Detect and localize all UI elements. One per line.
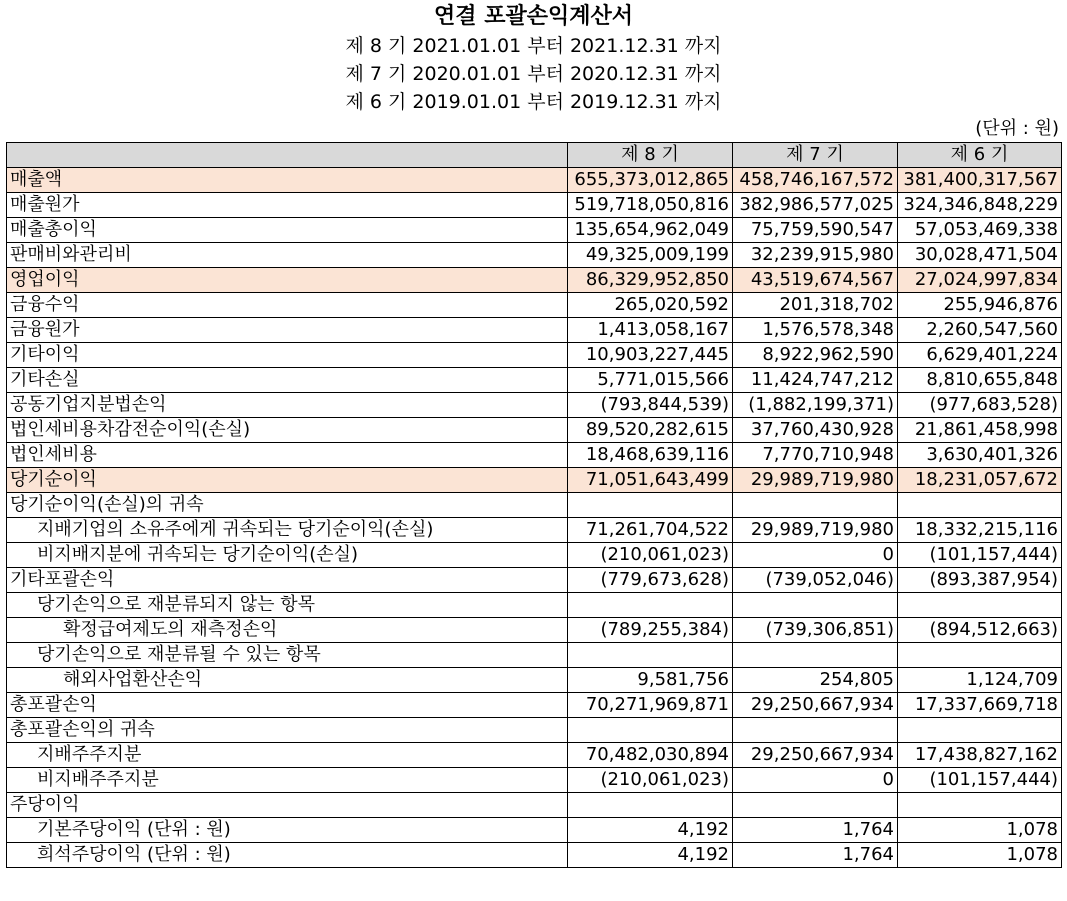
row-value-col1: 1,764 — [733, 843, 898, 868]
row-value-col1: 7,770,710,948 — [733, 443, 898, 468]
table-row — [7, 793, 1062, 818]
row-value-col0: (210,061,023) — [568, 543, 733, 568]
table-row — [7, 268, 1062, 293]
row-value-col2 — [898, 493, 1062, 518]
row-value-col0 — [568, 493, 733, 518]
period-line-7: 제 7 기 2020.01.01 부터 2020.12.31 까지 — [345, 63, 722, 85]
header-period-7: 제 7 기 — [733, 143, 898, 168]
table-row — [7, 768, 1062, 793]
row-label: 법인세비용차감전순이익(손실) — [7, 418, 568, 443]
row-value-col1 — [733, 493, 898, 518]
row-value-col2: 381,400,317,567 — [898, 168, 1062, 193]
row-value-col1 — [733, 793, 898, 818]
table-row — [7, 293, 1062, 318]
row-value-col2 — [898, 793, 1062, 818]
row-value-col0: 655,373,012,865 — [568, 168, 733, 193]
row-value-col2: 57,053,469,338 — [898, 218, 1062, 243]
table-row — [7, 618, 1062, 643]
row-value-col1: 32,239,915,980 — [733, 243, 898, 268]
table-row — [7, 568, 1062, 593]
table-row — [7, 418, 1062, 443]
table-row — [7, 693, 1062, 718]
table-row — [7, 718, 1062, 743]
row-label: 판매비와관리비 — [7, 243, 568, 268]
row-value-col2: 18,231,057,672 — [898, 468, 1062, 493]
row-value-col0: 135,654,962,049 — [568, 218, 733, 243]
table-row — [7, 593, 1062, 618]
row-value-col0 — [568, 793, 733, 818]
row-label: 영업이익 — [7, 268, 568, 293]
row-value-col0: 89,520,282,615 — [568, 418, 733, 443]
row-value-col2: 1,124,709 — [898, 668, 1062, 693]
row-value-col1: 0 — [733, 768, 898, 793]
row-value-col2: 18,332,215,116 — [898, 518, 1062, 543]
row-value-col1: (739,052,046) — [733, 568, 898, 593]
row-label: 기타이익 — [7, 343, 568, 368]
row-value-col0: 49,325,009,199 — [568, 243, 733, 268]
table-row — [7, 668, 1062, 693]
row-value-col2: (893,387,954) — [898, 568, 1062, 593]
table-row — [7, 493, 1062, 518]
row-value-col2: (977,683,528) — [898, 393, 1062, 418]
row-value-col0: 71,051,643,499 — [568, 468, 733, 493]
row-value-col1: (1,882,199,371) — [733, 393, 898, 418]
row-value-col0: 9,581,756 — [568, 668, 733, 693]
row-value-col0: 70,482,030,894 — [568, 743, 733, 768]
row-label: 총포괄손익의 귀속 — [7, 718, 568, 743]
table-row — [7, 218, 1062, 243]
row-label: 해외사업환산손익 — [7, 668, 568, 693]
row-label: 기본주당이익 (단위 : 원) — [7, 818, 568, 843]
row-value-col0: 70,271,969,871 — [568, 693, 733, 718]
row-label: 총포괄손익 — [7, 693, 568, 718]
row-value-col0: 265,020,592 — [568, 293, 733, 318]
row-value-col2: 17,337,669,718 — [898, 693, 1062, 718]
row-value-col1: 8,922,962,590 — [733, 343, 898, 368]
row-label: 당기순이익 — [7, 468, 568, 493]
row-label: 법인세비용 — [7, 443, 568, 468]
statement-title: 연결 포괄손익계산서 — [434, 4, 633, 29]
row-value-col2 — [898, 718, 1062, 743]
row-value-col2: 3,630,401,326 — [898, 443, 1062, 468]
row-value-col1: 201,318,702 — [733, 293, 898, 318]
row-value-col0: (789,255,384) — [568, 618, 733, 643]
row-value-col2 — [898, 643, 1062, 668]
row-value-col0: (210,061,023) — [568, 768, 733, 793]
table-row — [7, 518, 1062, 543]
row-value-col1: 382,986,577,025 — [733, 193, 898, 218]
row-value-col2: (894,512,663) — [898, 618, 1062, 643]
row-value-col2 — [898, 593, 1062, 618]
income-statement-table — [6, 142, 1062, 868]
row-value-col0: 71,261,704,522 — [568, 518, 733, 543]
row-value-col0 — [568, 643, 733, 668]
row-value-col2: (101,157,444) — [898, 543, 1062, 568]
table-row — [7, 243, 1062, 268]
row-label: 매출총이익 — [7, 218, 568, 243]
table-row — [7, 318, 1062, 343]
row-value-col2: 1,078 — [898, 818, 1062, 843]
row-label: 매출원가 — [7, 193, 568, 218]
table-row — [7, 343, 1062, 368]
row-value-col0 — [568, 718, 733, 743]
row-value-col2: 17,438,827,162 — [898, 743, 1062, 768]
row-value-col0: (793,844,539) — [568, 393, 733, 418]
row-value-col0: (779,673,628) — [568, 568, 733, 593]
statement-rows — [7, 168, 1062, 868]
table-row — [7, 443, 1062, 468]
row-value-col1: 29,250,667,934 — [733, 743, 898, 768]
row-label: 당기손익으로 재분류되지 않는 항목 — [7, 593, 568, 618]
period-line-6: 제 6 기 2019.01.01 부터 2019.12.31 까지 — [345, 91, 722, 113]
row-value-col1: 254,805 — [733, 668, 898, 693]
table-row — [7, 818, 1062, 843]
row-value-col2: (101,157,444) — [898, 768, 1062, 793]
row-value-col1: 75,759,590,547 — [733, 218, 898, 243]
table-row — [7, 393, 1062, 418]
row-value-col1: 1,576,578,348 — [733, 318, 898, 343]
row-label: 당기손익으로 재분류될 수 있는 항목 — [7, 643, 568, 668]
row-value-col1: 43,519,674,567 — [733, 268, 898, 293]
row-value-col1 — [733, 593, 898, 618]
row-value-col2: 8,810,655,848 — [898, 368, 1062, 393]
row-label: 금융수익 — [7, 293, 568, 318]
row-label: 주당이익 — [7, 793, 568, 818]
row-value-col0: 1,413,058,167 — [568, 318, 733, 343]
row-label: 매출액 — [7, 168, 568, 193]
row-value-col1: 37,760,430,928 — [733, 418, 898, 443]
row-label: 지배기업의 소유주에게 귀속되는 당기순이익(손실) — [7, 518, 568, 543]
row-value-col2: 6,629,401,224 — [898, 343, 1062, 368]
row-value-col0: 519,718,050,816 — [568, 193, 733, 218]
row-value-col2: 21,861,458,998 — [898, 418, 1062, 443]
row-value-col1: 0 — [733, 543, 898, 568]
row-value-col1: 29,250,667,934 — [733, 693, 898, 718]
row-value-col1 — [733, 643, 898, 668]
header-label-cell — [7, 143, 568, 168]
row-value-col1: (739,306,851) — [733, 618, 898, 643]
row-label: 희석주당이익 (단위 : 원) — [7, 843, 568, 868]
row-value-col2: 324,346,848,229 — [898, 193, 1062, 218]
row-value-col0: 4,192 — [568, 843, 733, 868]
row-value-col1: 11,424,747,212 — [733, 368, 898, 393]
header-period-6: 제 6 기 — [898, 143, 1062, 168]
row-label: 당기순이익(손실)의 귀속 — [7, 493, 568, 518]
row-value-col0 — [568, 593, 733, 618]
unit-label: (단위 : 원) — [975, 118, 1059, 139]
row-value-col2: 1,078 — [898, 843, 1062, 868]
row-label: 비지배주주지분 — [7, 768, 568, 793]
row-value-col0: 4,192 — [568, 818, 733, 843]
row-label: 지배주주지분 — [7, 743, 568, 768]
row-value-col1 — [733, 718, 898, 743]
row-label: 확정급여제도의 재측정손익 — [7, 618, 568, 643]
row-label: 금융원가 — [7, 318, 568, 343]
row-value-col2: 30,028,471,504 — [898, 243, 1062, 268]
row-value-col2: 27,024,997,834 — [898, 268, 1062, 293]
row-value-col1: 458,746,167,572 — [733, 168, 898, 193]
row-value-col0: 5,771,015,566 — [568, 368, 733, 393]
header-period-8: 제 8 기 — [568, 143, 733, 168]
row-value-col1: 1,764 — [733, 818, 898, 843]
table-row — [7, 743, 1062, 768]
row-label: 공동기업지분법손익 — [7, 393, 568, 418]
table-row — [7, 843, 1062, 868]
table-row — [7, 168, 1062, 193]
table-row — [7, 643, 1062, 668]
row-label: 비지배지분에 귀속되는 당기순이익(손실) — [7, 543, 568, 568]
row-value-col2: 2,260,547,560 — [898, 318, 1062, 343]
table-row — [7, 543, 1062, 568]
row-value-col1: 29,989,719,980 — [733, 468, 898, 493]
table-row — [7, 368, 1062, 393]
row-label: 기타손실 — [7, 368, 568, 393]
table-row — [7, 193, 1062, 218]
row-value-col1: 29,989,719,980 — [733, 518, 898, 543]
table-row — [7, 468, 1062, 493]
header-row — [7, 143, 1062, 168]
row-value-col0: 10,903,227,445 — [568, 343, 733, 368]
row-value-col0: 86,329,952,850 — [568, 268, 733, 293]
row-value-col0: 18,468,639,116 — [568, 443, 733, 468]
row-value-col2: 255,946,876 — [898, 293, 1062, 318]
row-label: 기타포괄손익 — [7, 568, 568, 593]
period-line-8: 제 8 기 2021.01.01 부터 2021.12.31 까지 — [345, 35, 722, 57]
